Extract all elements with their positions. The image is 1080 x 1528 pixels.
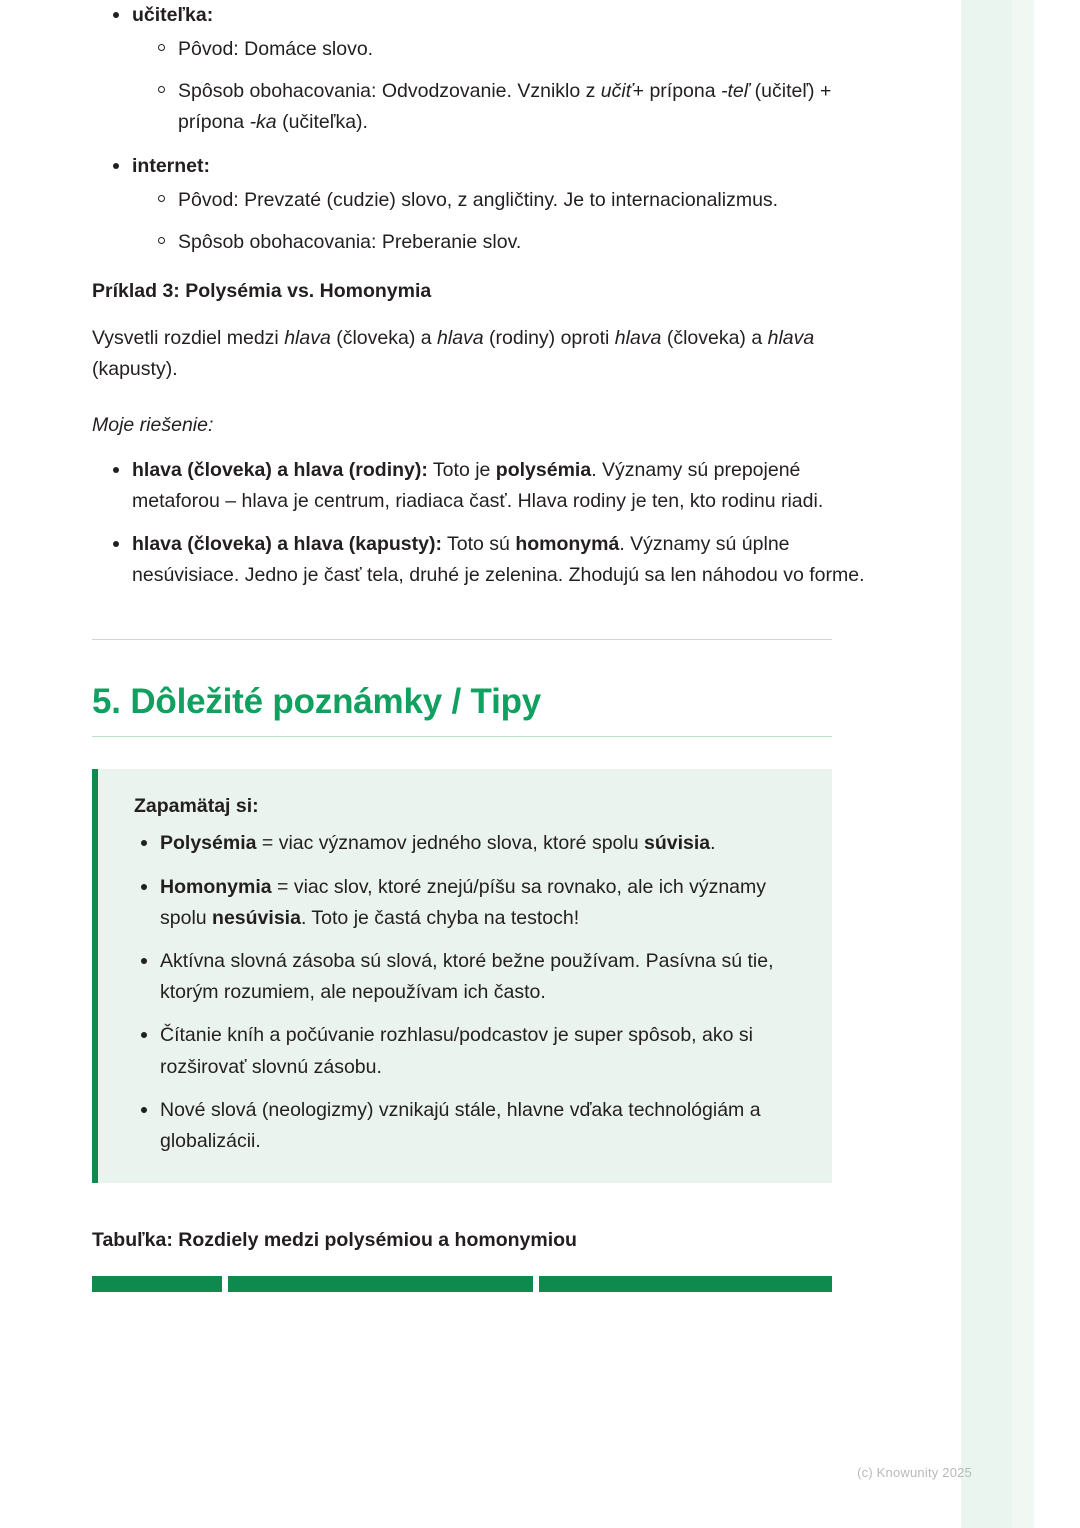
list-item [160,1095,802,1157]
enrichment-italic-1: učiť [600,80,633,103]
section-divider [92,639,832,640]
callout-bold-2: súvisia [643,832,711,855]
callout-text-1: = viac slov, ktoré znejú/píšu sa rovnako, ale ich významy spolu [160,875,767,929]
callout-title: Zapamätaj si: [134,795,259,818]
example3-heading: Príklad 3: Polysémia vs. Homonymia [92,279,432,302]
enrichment-italic-2: -teľ [721,80,750,103]
callout-text-2: . Toto je častá chyba na testoch! [300,906,580,929]
document-page [46,0,1034,1528]
solution-bold-1: polysémia [495,458,592,481]
callout-text-2: . [710,832,716,855]
prompt-part-5: (kapusty). [92,358,178,381]
enrichment-mid-3: (učiteľka). [276,110,368,133]
prompt-part-4: (človeka) a [661,326,768,349]
list-item [178,185,882,215]
list-item [132,455,882,517]
prompt-italic-4: hlava [767,326,815,349]
solution-lead: hlava (človeka) a hlava (kapusty): [132,533,442,556]
watermark: (c) Knowunity 2025 [857,1465,972,1480]
solution-text-2: . Významy sú prepojené metaforou – hlava je centrum, riadiaca časť. Hlava rodiny je ten, kto rodinu riadi. [132,458,824,512]
enrichment-mid-2: (učiteľ) + prípona [178,80,832,133]
enrichment-text: Odvodzovanie. Vzniklo z [376,80,601,103]
solution-text-2: . Významy sú úplne nesúvisiace. Jedno je časť tela, druhé je zelenina. Zhodujú sa len náhodou vo forme. [132,533,865,587]
prompt-part-3: (rodiny) oproti [483,326,615,349]
list-item [160,828,802,859]
list-item [132,0,882,137]
solution-text-1: Toto sú [441,533,516,556]
prompt-part-2: (človeka) a [330,326,438,349]
page-right-edge [1012,0,1034,1528]
enrichment-mid-1: + prípona [632,80,721,103]
section-title: 5. Dôležité poznámky / Tipy [92,682,542,722]
solution-lead: hlava (človeka) a hlava (rodiny): [132,458,428,481]
enrichment-text: Preberanie slov. [376,231,522,254]
list-item [178,76,882,136]
callout-text-1: Čítanie kníh a počúvanie rozhlasu/podcastov je super spôsob, ako si rozširovať slovnú zásobu. [160,1024,753,1078]
callout-bold-1: Homonymia [160,875,272,898]
enrichment-label: Spôsob obohacovania: [178,231,377,254]
callout-bold-1: Polysémia [160,832,257,855]
vocab-sublist [132,185,882,257]
remember-callout [92,769,832,1183]
solution-label: Moje riešenie: [92,413,214,436]
prompt-italic-1: hlava [284,326,331,349]
vocab-list [92,0,882,258]
solution-list [92,455,882,592]
callout-list [134,828,802,1157]
callout-bold-2: nesúvisia [212,906,301,929]
table-header-cell-3 [539,1276,832,1292]
enrichment-label: Spôsob obohacovania: [178,80,377,103]
table-caption: Tabuľka: Rozdiely medzi polysémiou a homonymiou [92,1229,577,1252]
vocab-term: učiteľka: [132,4,214,26]
list-item [160,872,802,934]
callout-text-1: = viac významov jedného slova, ktoré spolu [256,832,644,855]
callout-text-1: Aktívna slovná zásoba sú slová, ktoré bežne používam. Pasívna sú tie, ktorým rozumiem, ale nepoužívam ich často. [160,950,774,1004]
prompt-part-1: Vysvetli rozdiel medzi [92,326,285,349]
origin-label: Pôvod: [178,189,239,212]
list-item [132,529,882,591]
list-item [178,34,882,64]
section-title-rule [92,736,832,737]
origin-text: Domáce slovo. [238,38,374,61]
list-item [178,227,882,257]
enrichment-italic-3: -ka [249,110,277,133]
list-item [160,1020,802,1082]
origin-label: Pôvod: [178,38,239,61]
vocab-sublist [132,34,882,137]
callout-text-1: Nové slová (neologizmy) vznikajú stále, hlavne vďaka technológiám a globalizácii. [160,1098,761,1152]
vocab-term: internet: [132,154,210,177]
prompt-italic-3: hlava [614,326,662,349]
example3-prompt [92,323,882,386]
document-content [92,0,882,1292]
solution-text-1: Toto je [427,458,496,481]
list-item [132,151,882,258]
table-header-cell-1 [92,1276,222,1292]
prompt-italic-2: hlava [437,326,484,349]
solution-bold-1: homonymá [515,533,620,556]
table-header-cell-2 [228,1276,533,1292]
origin-text: Prevzaté (cudzie) slovo, z angličtiny. Je to internacionalizmus. [238,189,779,212]
list-item [160,946,802,1008]
comparison-table-header [92,1276,832,1292]
